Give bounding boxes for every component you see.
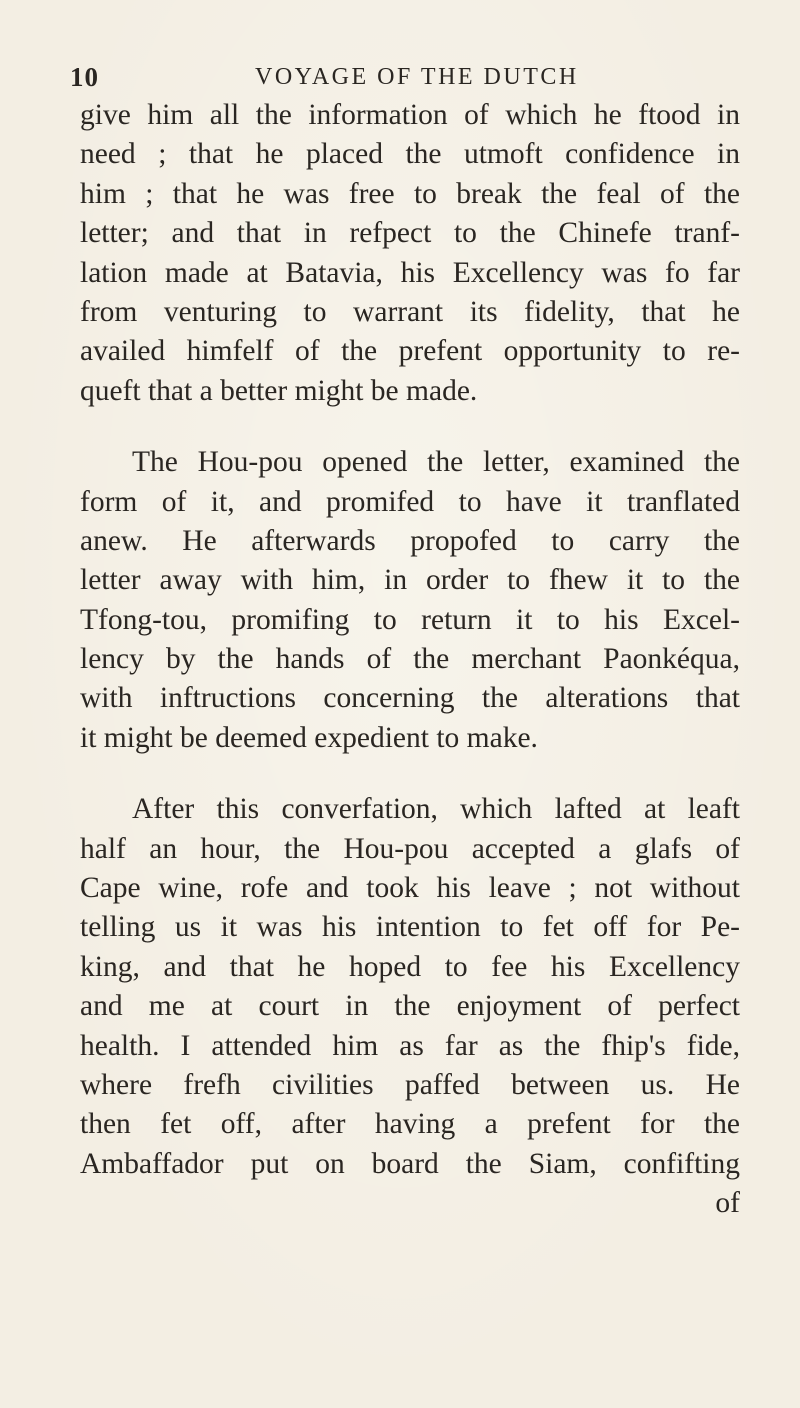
text-line: with inftructions concerning the alterations that [80, 682, 740, 715]
text-line: Tfong-tou, promifing to return it to his Excel- [80, 603, 740, 636]
text-line: letter; and that in refpect to the Chinefe tranf- [80, 217, 740, 250]
text-line: lency by the hands of the merchant Paonkéqua, [80, 643, 740, 676]
text-line: anew. He afterwards propofed to carry the [80, 524, 740, 557]
paragraph-1 [80, 96, 740, 411]
text-line: telling us it was his intention to fet off for Pe- [80, 911, 740, 944]
text-line: availed himfelf of the prefent opportunity to re- [80, 335, 740, 368]
text-line: king, and that he hoped to fee his Excellency [80, 950, 740, 983]
text-line: from venturing to warrant its fidelity, that he [80, 295, 740, 328]
text-line: letter away with him, in order to fhew it to the [80, 564, 740, 597]
text-line: Ambaffador put on board the Siam, confifting [80, 1147, 740, 1180]
text-line: Cape wine, rofe and took his leave ; not without [80, 872, 740, 905]
text-line: health. I attended him as far as the fhip's fide, [80, 1029, 740, 1062]
text-line: it might be deemed expedient to make. [80, 721, 538, 754]
text-line: form of it, and promifed to have it tranflated [80, 485, 740, 518]
text-line: The Hou-pou opened the letter, examined the [132, 446, 740, 479]
page-number: 10 [70, 62, 99, 92]
paragraph-2 [80, 443, 740, 758]
text-line: queft that a better might be made. [80, 374, 478, 407]
text-line: him ; that he was free to break the feal of the [80, 177, 740, 210]
text-line: and me at court in the enjoyment of perfect [80, 990, 740, 1023]
paragraph-3 [80, 790, 740, 1184]
body-text [80, 96, 740, 1224]
text-line: lation made at Batavia, his Excellency was fo far [80, 256, 740, 289]
text-line: where frefh civilities paffed between us. He [80, 1068, 740, 1101]
text-line: need ; that he placed the utmoft confidence in [80, 138, 740, 171]
text-line: then fet off, after having a prefent for the [80, 1108, 740, 1141]
text-line: half an hour, the Hou-pou accepted a glafs of [80, 832, 740, 865]
running-head: VOYAGE OF THE DUTCH [255, 64, 579, 90]
text-line: After this converfation, which lafted at leaft [132, 793, 740, 826]
text-line: give him all the information of which he ftood in [80, 99, 740, 131]
catchword: of [715, 1187, 740, 1220]
